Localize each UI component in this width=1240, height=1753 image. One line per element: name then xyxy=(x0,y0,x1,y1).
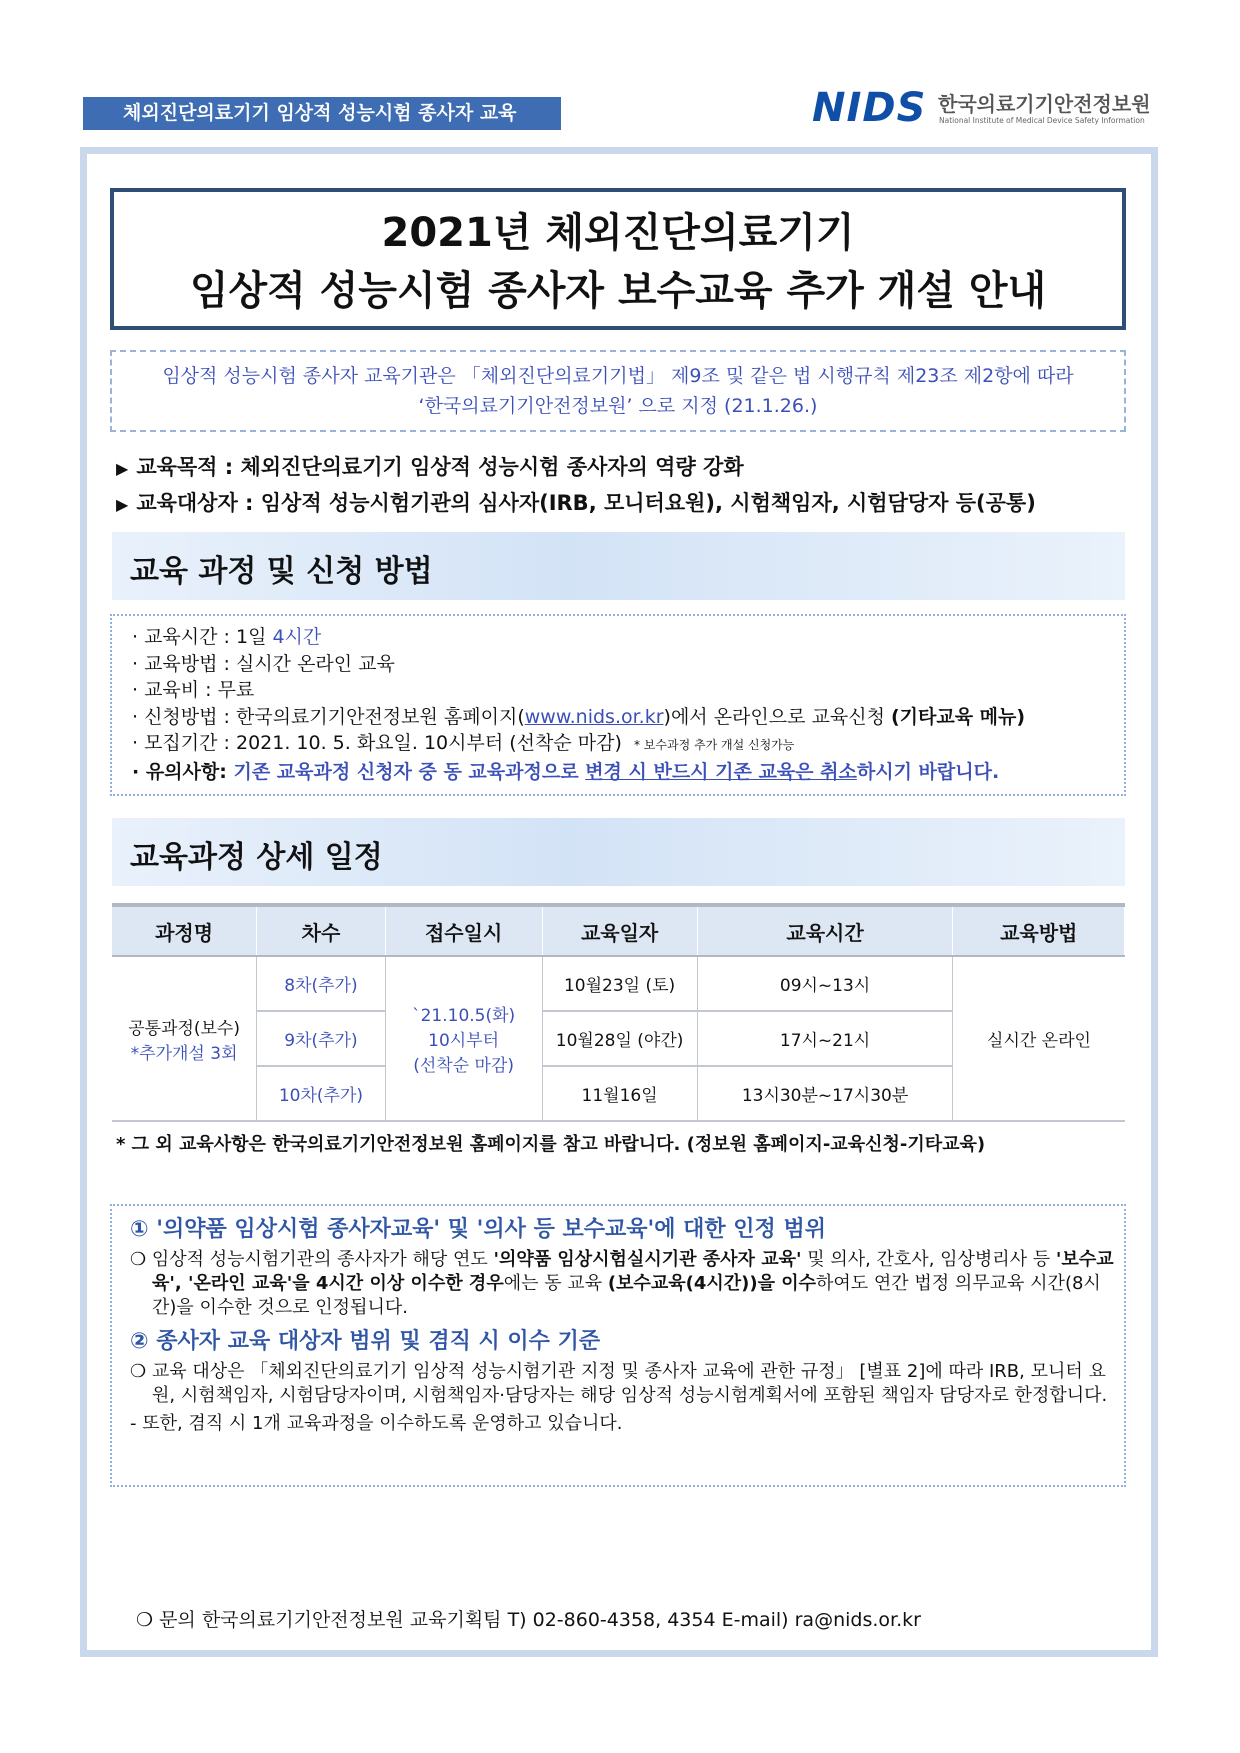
nids-logo xyxy=(812,86,1164,132)
section-title: 교육 과정 및 신청 방법 xyxy=(130,554,433,589)
target-line: 교육대상자 : 임상적 성능시험기관의 심사자(IRB, 모니터요원), 시험책임자, 시험담당자 등(공통) xyxy=(136,491,1036,515)
info-period: · 모집기간 : 2021. 10. 5. 화요일. 10시부터 (선착순 마감) * 보수과정 추가 개설 신청가능 xyxy=(132,732,795,754)
round-cell: 10차(추가) xyxy=(257,1066,386,1121)
schedule-table xyxy=(112,903,1125,1122)
faq-answer-3: - 또한, 겸직 시 1개 교육과정을 이수하도록 운영하고 있습니다. xyxy=(130,1413,623,1434)
col-header: 교육시간 xyxy=(697,905,953,956)
logo-korean-name: 한국의료기기안전정보원 xyxy=(938,92,1151,116)
contact-info: ❍ 문의 한국의료기기안전정보원 교육기획팀 T) 02-860-4358, 4354 E-mail) ra@nids.or.kr xyxy=(136,1609,921,1631)
section-heading-course xyxy=(112,532,1125,600)
section-heading-schedule xyxy=(112,818,1125,886)
faq-heading-1: ① '의약품 임상시험 종사자교육' 및 '의사 등 보수교육'에 대한 인정 범위 xyxy=(130,1217,826,1242)
info-time: · 교육시간 : 1일 4시간 xyxy=(132,626,322,648)
date-cell: 11월16일 xyxy=(542,1066,697,1121)
faq-box xyxy=(110,1204,1126,1487)
title-line-2: 임상적 성능시험 종사자 보수교육 추가 개설 안내 xyxy=(189,268,1047,314)
time-cell: 17시~21시 xyxy=(697,1011,953,1066)
col-header: 접수일시 xyxy=(385,905,542,956)
date-cell: 10월23일 (토) xyxy=(542,956,697,1011)
designation-notice xyxy=(110,350,1126,432)
time-cell: 09시~13시 xyxy=(697,956,953,1011)
logo-english-name: National Institute of Medical Device Safety Information xyxy=(939,116,1145,125)
faq-heading-2: ② 종사자 교육 대상자 범위 및 겸직 시 이수 기준 xyxy=(130,1329,601,1354)
faq-answer-2: ❍ 교육 대상은 「체외진단의료기기 임상적 성능시험기관 지정 및 종사자 교육에 관한 규정」 [별표 2]에 따라 IRB, 모니터 요원, 시험책임자, 시험담당자이며, 시험책임자·담당자는 해당 임상적 성능시험계획서에 포함된 책임자 담당자로 한정합니다. xyxy=(130,1361,1108,1406)
section-title: 교육과정 상세 일정 xyxy=(130,840,383,875)
purpose-line: 교육목적 : 체외진단의료기기 임상적 성능시험 종사자의 역량 강화 xyxy=(136,455,744,479)
method-cell: 실시간 온라인 xyxy=(953,956,1125,1121)
round-cell: 9차(추가) xyxy=(257,1011,386,1066)
round-cell: 8차(추가) xyxy=(257,956,386,1011)
menu-name: (기타교육 메뉴) xyxy=(890,705,1026,728)
course-cell xyxy=(112,956,257,1121)
col-header: 과정명 xyxy=(112,905,257,956)
header-tag: 체외진단의료기기 임상적 성능시험 종사자 교육 xyxy=(83,97,561,130)
page-title xyxy=(110,188,1126,330)
info-apply: · 신청방법 : 한국의료기기안전정보원 홈페이지(www.nids.or.kr)에서 온라인으로 교육신청 (기타교육 메뉴) xyxy=(132,705,1026,728)
faq-answer-1: ❍ 임상적 성능시험기관의 종사자가 해당 연도 '의약품 임상시험실시기관 종사자 교육' 및 의사, 간호사, 임상병리사 등 '보수교육', '온라인 교육'을 4시간 이상 이수한 경우에는 동 교육 (보수교육(4시간))을 이수하여도 연간 법정 의무교육 시간(8시간)을 이수한 것으로 인정됩니다. xyxy=(130,1249,1114,1318)
col-header: 차수 xyxy=(257,905,386,956)
website-link[interactable]: www.nids.or.kr xyxy=(524,705,664,728)
caution-emphasis: 변경 시 반드시 기존 교육은 취소 xyxy=(585,760,857,783)
course-info-box xyxy=(110,614,1126,796)
col-header: 교육일자 xyxy=(542,905,697,956)
arrow-icon: ▶ xyxy=(116,495,129,514)
table-row xyxy=(112,956,1125,1011)
notice-line-1: 임상적 성능시험 종사자 교육기관은 「체외진단의료기기법」 제9조 및 같은 법 시행규칙 제23조 제2항에 따라 xyxy=(162,365,1074,387)
title-line-1: 2021년 체외진단의료기기 xyxy=(381,210,855,256)
col-header: 교육방법 xyxy=(953,905,1125,956)
time-value: 4시간 xyxy=(272,626,322,648)
course-note: *추가개설 3회 xyxy=(130,1043,238,1064)
info-caution: · 유의사항: 기존 교육과정 신청자 중 동 교육과정으로 변경 시 반드시 기존 교육은 취소하시기 바랍니다. xyxy=(132,760,1000,783)
info-method: · 교육방법 : 실시간 온라인 교육 xyxy=(132,652,395,675)
info-fee: · 교육비 : 무료 xyxy=(132,679,255,701)
notice-line-2: ‘한국의료기기안전정보원’ 으로 지정 (21.1.26.) xyxy=(418,395,818,417)
reception-cell: `21.10.5(화) 10시부터 (선착순 마감) xyxy=(385,956,542,1121)
date-cell: 10월28일 (야간) xyxy=(542,1011,697,1066)
table-header-row xyxy=(112,905,1125,956)
course-name: 공통과정(보수) xyxy=(128,1018,240,1039)
logo-mark: NIDS xyxy=(812,85,927,131)
time-cell: 13시30분~17시30분 xyxy=(697,1066,953,1121)
period-note: * 보수과정 추가 개설 신청가능 xyxy=(633,738,795,752)
purpose-block xyxy=(116,450,1036,522)
reference-note: * 그 외 교육사항은 한국의료기기안전정보원 홈페이지를 참고 바랍니다. (정보원 홈페이지-교육신청-기타교육) xyxy=(116,1134,986,1155)
arrow-icon: ▶ xyxy=(116,459,129,478)
